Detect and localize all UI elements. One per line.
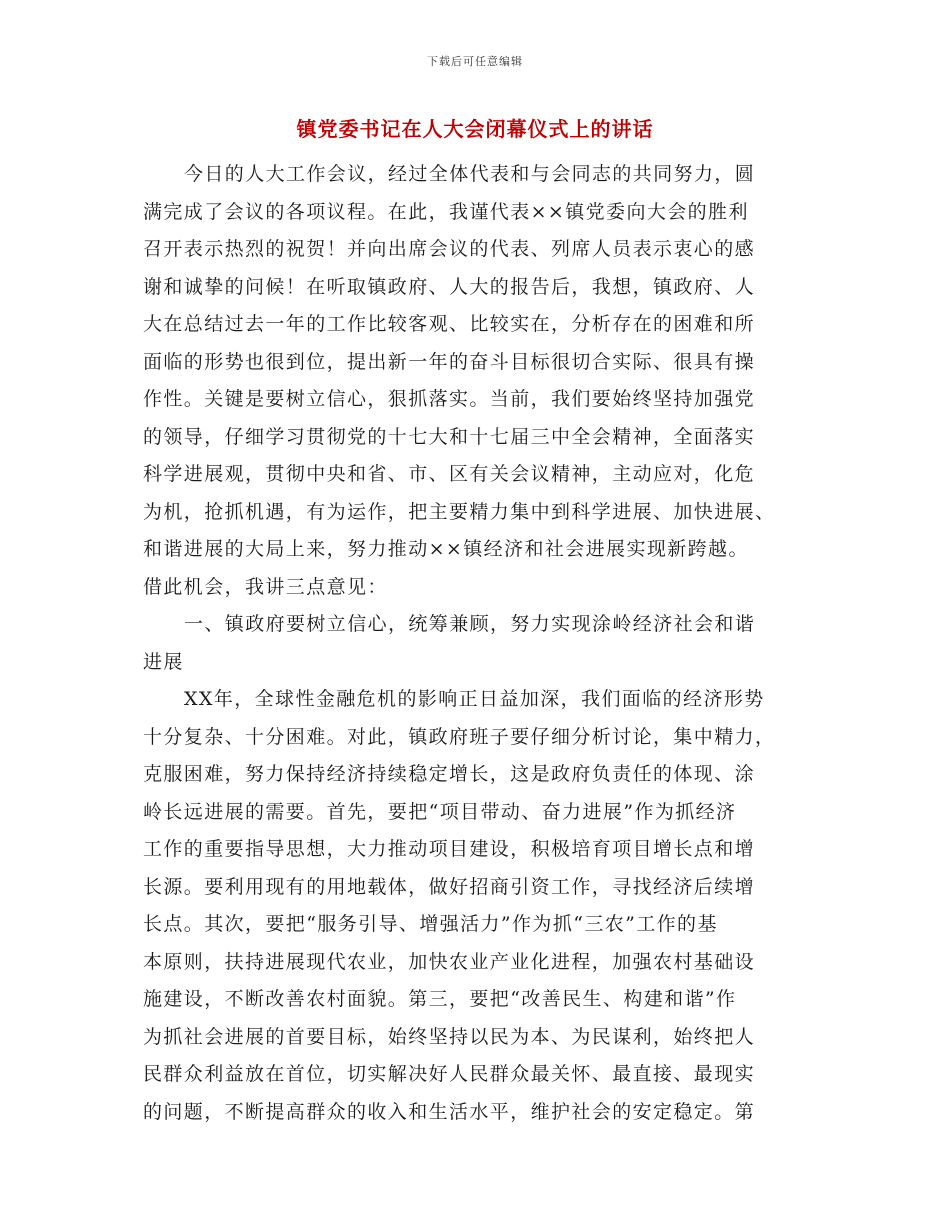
text-line: 谢和诚挚的问候！在听取镇政府、人大的报告后，我想，镇政府、人 (143, 275, 756, 298)
section-heading-line: 进展 (143, 650, 184, 673)
section-heading-line: 一、镇政府要树立信心，统筹兼顾，努力实现涂岭经济社会和谐 (184, 613, 756, 635)
text-line: 克服困难，努力保持经济持续稳定增长，这是政府负责任的体现、涂 (143, 763, 756, 785)
text-line: 大在总结过去一年的工作比较客观、比较实在，分析存在的困难和所 (143, 313, 756, 335)
text-line: 科学进展观，贯彻中央和省、市、区有关会议精神，主动应对，化危 (143, 463, 756, 485)
text-line: 借此机会，我讲三点意见： (143, 575, 388, 598)
text-line: 施建设，不断改善农村面貌。第三，要把“改善民生、构建和谐”作 (143, 988, 737, 1010)
text-line: 民群众利益放在首位，切实解决好人民群众最关怀、最直接、最现实 (143, 1063, 756, 1085)
text-line: 为抓社会进展的首要目标，始终坚持以民为本、为民谋利，始终把人 (143, 1025, 756, 1048)
text-line: 和谐进展的大局上来，努力推动××镇经济和社会进展实现新跨越。 (143, 538, 749, 560)
text-line: 的领导，仔细学习贯彻党的十七大和十七届三中全会精神，全面落实 (143, 425, 756, 448)
text-line: 作性。关键是要树立信心，狠抓落实。当前，我们要始终坚持加强党 (143, 388, 756, 410)
text-line: 工作的重要指导思想，大力推动项目建设，积极培育项目增长点和增 (143, 838, 756, 860)
text-line: 长点。其次，要把“服务引导、增强活力”作为抓“三农”工作的基 (143, 913, 718, 935)
text-line: 召开表示热烈的祝贺！并向出席会议的代表、列席人员表示衷心的感 (143, 238, 756, 260)
text-line: 今日的人大工作会议，经过全体代表和与会同志的共同努力，圆 (184, 163, 756, 185)
text-line: 十分复杂、十分困难。对此，镇政府班子要仔细分析讨论，集中精力， (143, 725, 776, 748)
text-line: 面临的形势也很到位，提出新一年的奋斗目标很切合实际、很具有操 (143, 350, 756, 373)
document-title: 镇党委书记在人大会闭幕仪式上的讲话 (296, 117, 654, 141)
text-line: 为机，抢抓机遇，有为运作，把主要精力集中到科学进展、加快进展、 (143, 500, 776, 523)
text-line: 长源。要利用现有的用地载体，做好招商引资工作，寻找经济后续增 (143, 875, 756, 898)
text-line: 本原则，扶持进展现代农业，加快农业产业化进程，加强农村基础设 (143, 950, 756, 973)
text-line: XX年，全球性金融危机的影响正日益加深，我们面临的经济形势 (184, 688, 765, 710)
text-line: 岭长远进展的需要。首先，要把“项目带动、奋力进展”作为抓经济 (143, 800, 737, 823)
text-line: 的问题，不断提高群众的收入和生活水平，维护社会的安定稳定。第 (143, 1100, 756, 1123)
text-line: 满完成了会议的各项议程。在此，我谨代表××镇党委向大会的胜利 (143, 200, 749, 223)
document-body (143, 156, 803, 1131)
page-header-note: 下载后可任意编辑 (427, 55, 523, 68)
